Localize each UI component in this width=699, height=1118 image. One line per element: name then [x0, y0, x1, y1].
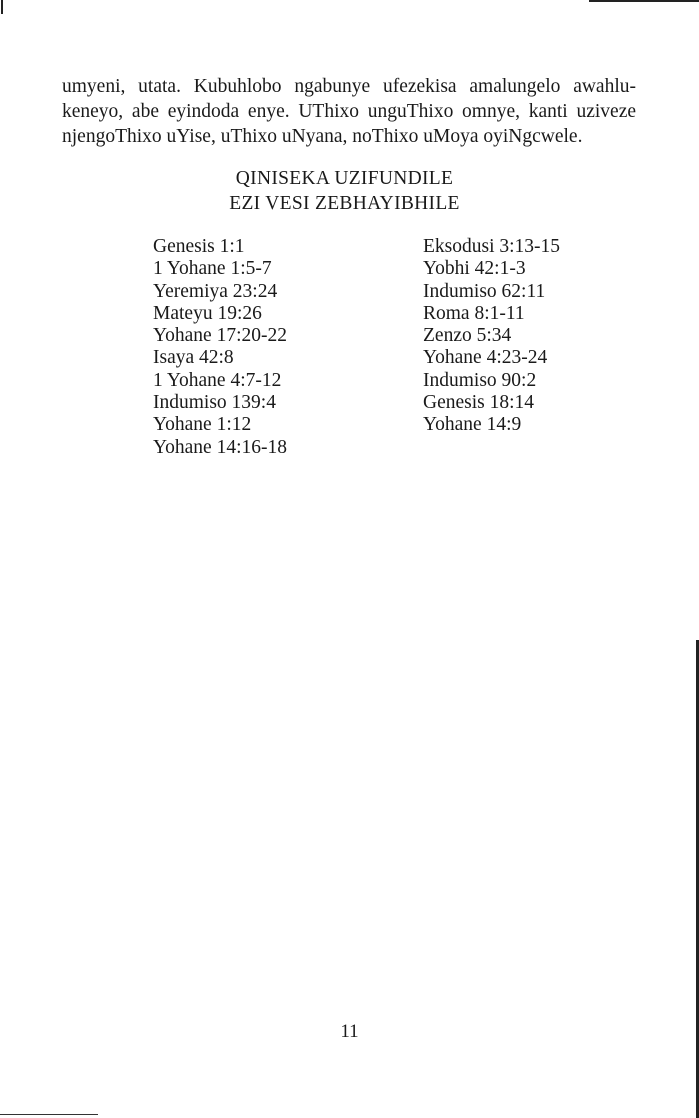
- body-paragraph: [62, 74, 636, 149]
- verse-reference: Yobhi 42:1-3: [423, 258, 526, 280]
- verse-reference: Yohane 4:23-24: [423, 347, 548, 369]
- verse-reference: Isaya 42:8: [153, 347, 234, 369]
- verse-reference: Yohane 14:16-18: [153, 436, 287, 458]
- section-heading: [0, 168, 699, 190]
- verse-reference: Indumiso 139:4: [153, 392, 276, 414]
- verse-reference: 1 Yohane 1:5-7: [153, 258, 272, 280]
- verse-reference: Yohane 1:12: [153, 414, 252, 436]
- verse-reference: Indumiso 90:2: [423, 369, 537, 391]
- paragraph-line: keneyo, abe eyindoda enye. UThixo unguThixo omnye, kanti uziveze: [62, 101, 636, 122]
- heading-line-2: EZI VESI ZEBHAYIBHILE: [229, 193, 460, 214]
- verse-reference: Yeremiya 23:24: [153, 280, 278, 302]
- edge-mark-bottom: [0, 1114, 98, 1115]
- verse-reference: 1 Yohane 4:7-12: [153, 369, 282, 391]
- verse-reference: Yohane 17:20-22: [153, 325, 287, 347]
- verse-reference: Indumiso 62:11: [423, 280, 546, 302]
- edge-mark-left: [1, 0, 3, 14]
- verse-reference: Yohane 14:9: [423, 414, 522, 436]
- page-number: 11: [340, 1021, 359, 1042]
- verse-reference: Genesis 1:1: [153, 236, 245, 257]
- paragraph-line: umyeni, utata. Kubuhlobo ngabunye ufezekisa amalungelo awahlu-: [62, 76, 636, 97]
- edge-mark-top: [589, 0, 699, 2]
- heading-line-1: QINISEKA UZIFUNDILE: [235, 168, 454, 189]
- section-heading-2: [0, 193, 699, 215]
- verse-list-right: [423, 236, 560, 437]
- verse-reference: Eksodusi 3:13-15: [423, 236, 561, 257]
- verse-reference: Genesis 18:14: [423, 392, 535, 414]
- verse-reference: Mateyu 19:26: [153, 302, 262, 324]
- verse-reference: Roma 8:1-11: [423, 302, 525, 324]
- verse-list-left: [153, 236, 287, 459]
- verse-reference: Zenzo 5:34: [423, 325, 512, 347]
- paragraph-line: njengoThixo uYise, uThixo uNyana, noThixo uMoya oyiNgcwele.: [62, 126, 583, 147]
